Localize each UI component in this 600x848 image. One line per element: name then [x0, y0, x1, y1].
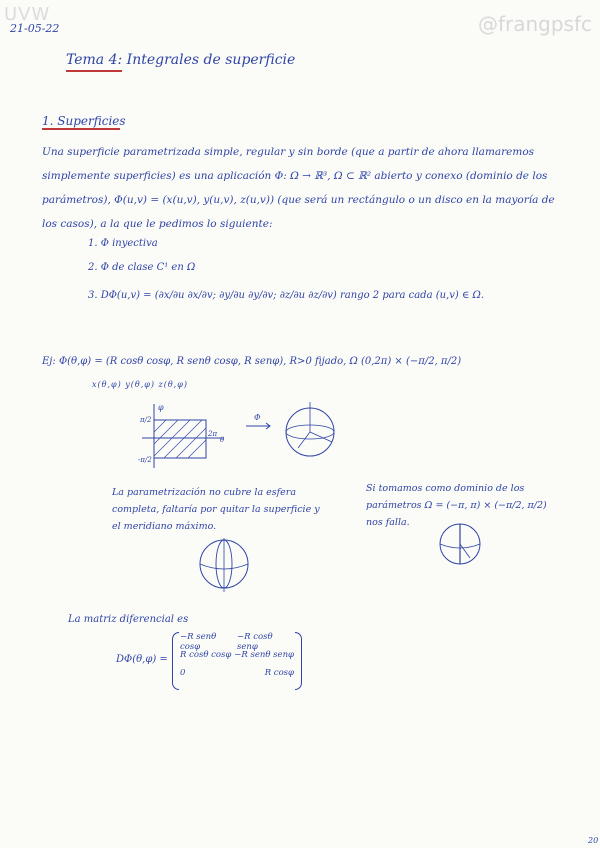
- matrix-row: [172, 632, 302, 650]
- note-left: La parametrización no cubre la esfera completa, faltaría por quitar la superficie y el meridiano máximo.: [112, 487, 320, 532]
- page-number: 20: [588, 836, 599, 845]
- map-arrow: [244, 412, 274, 432]
- matrix-left-bracket: [172, 632, 179, 690]
- example-line: Ej: Φ(θ,φ) = (R cosθ cosφ, R senθ cosφ, R senφ), R>0 fijado, Ω (0,2π) × (−π/2, π/2): [42, 356, 462, 367]
- watermark-logo: UVW: [4, 4, 51, 25]
- conditions-list: [88, 238, 484, 314]
- page-title: Tema 4: Integrales de superficie: [66, 52, 296, 68]
- matrix-cell: −R senθ cosφ: [180, 632, 217, 652]
- condition-item: 3. DΦ(u,v) = (∂x/∂u ∂x/∂v; ∂y/∂u ∂y/∂v; ∂z/∂u ∂z/∂v) rango 2 para cada (u,v) ∈ Ω.: [88, 290, 485, 301]
- section-heading: 1. Superficies: [42, 114, 126, 128]
- matrix-row: [172, 650, 302, 668]
- matrix-right-bracket: [295, 632, 302, 690]
- domain-rectangle-diagram: [138, 402, 228, 472]
- matrix-label: DΦ(θ,φ) =: [116, 654, 168, 665]
- example-subscripts: x(θ,φ) y(θ,φ) z(θ,φ): [92, 380, 188, 389]
- two-pi-label: 2π: [208, 430, 218, 438]
- theta-axis-label: θ: [220, 436, 225, 444]
- phi-axis-label: φ: [158, 403, 164, 412]
- matrix-cell: R cosθ cosφ: [180, 650, 232, 660]
- condition-item: 2. Φ de clase C¹ en Ω: [88, 262, 196, 273]
- sphere-diagram: [280, 400, 350, 470]
- pi-half-label: π/2: [140, 416, 152, 424]
- matrix-cell: −R cosθ senφ: [237, 632, 273, 652]
- matrix-cell: −R senθ senφ: [234, 650, 294, 660]
- neg-pi-half-label: -π/2: [138, 456, 152, 464]
- definition-paragraph: Una superficie parametrizada simple, regular y sin borde (que a partir de ahora llamaremos simplemente superficies) es una aplicación Φ: Ω → ℝ³, Ω ⊂ ℝ² abierto y conexo (dominio de los parámetros), Φ(u,v) = (x(u,v), y(u,v), z(u,v)) (que será un rectángulo o un disco en la mayoría de los casos), a la que le pedimos lo siguiente:: [42, 146, 555, 230]
- title-underline: [66, 70, 122, 72]
- matrix-cell: R cosφ: [264, 668, 294, 678]
- sphere-meridian-sketch-right: [438, 522, 488, 572]
- differential-matrix: [172, 632, 302, 688]
- date-label: 21-05-22: [10, 22, 60, 35]
- matrix-cell: 0: [180, 668, 186, 678]
- sphere-meridian-sketch-left: [196, 536, 256, 596]
- section-underline: [42, 128, 120, 130]
- watermark-handle: @frangpsfc: [477, 12, 592, 36]
- differential-intro: La matriz diferencial es: [68, 614, 189, 625]
- condition-item: 1. Φ inyectiva: [88, 238, 158, 249]
- note-right: Si tomamos como dominio de los parámetros Ω = (−π, π) × (−π/2, π/2) nos falla.: [366, 483, 547, 528]
- matrix-row: [172, 668, 302, 686]
- map-label: Φ: [254, 413, 261, 422]
